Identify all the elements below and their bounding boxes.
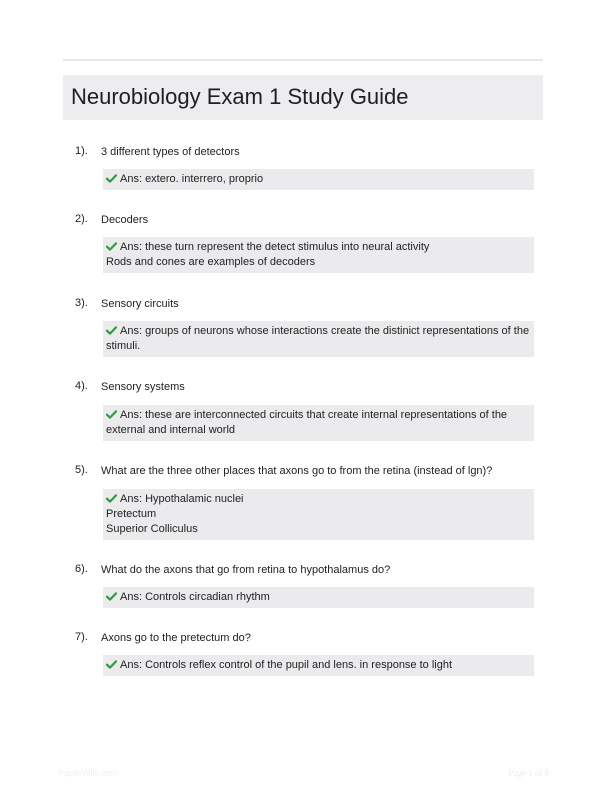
question-text: Sensory circuits — [101, 298, 179, 310]
check-icon — [106, 174, 117, 183]
top-divider — [63, 59, 543, 61]
answer-text: Ans: Hypothalamic nuclei — [120, 493, 244, 505]
answer-box — [103, 655, 534, 676]
question-number: 5). — [75, 464, 88, 476]
question-text: Decoders — [101, 214, 149, 226]
answer-text: Ans: Controls reflex control of the pupil and lens. in response to light — [120, 659, 453, 671]
answer-line — [106, 658, 530, 673]
answer-line: Superior Colliculus — [106, 523, 198, 535]
question-text: Sensory systems — [101, 381, 185, 393]
question-text: What are the three other places that axons go to from the retina (instead of lgn)? — [101, 465, 493, 477]
question-number: 3). — [75, 297, 88, 309]
answer-text: Ans: Controls circadian rhythm — [120, 591, 270, 603]
answer-box — [103, 237, 534, 273]
question-number: 7). — [75, 631, 88, 643]
check-icon — [106, 660, 117, 669]
answer-line — [106, 240, 530, 255]
question-number: 1). — [75, 145, 88, 157]
answer-box — [103, 489, 534, 540]
page-number: Page 1 of 8 — [508, 768, 549, 778]
answer-line — [106, 590, 530, 605]
answer-text: Ans: extero. interrero, proprio — [120, 173, 264, 185]
answer-box — [103, 587, 534, 608]
answer-text: Ans: groups of neurons whose interactions create the distinict representations of the stimuli. — [106, 325, 530, 352]
question-number: 6). — [75, 563, 88, 575]
answer-text: Ans: these turn represent the detect stimulus into neural activity — [120, 241, 430, 253]
answer-box — [103, 169, 534, 190]
page-title: Neurobiology Exam 1 Study Guide — [71, 84, 409, 109]
answer-line — [106, 492, 530, 507]
check-icon — [106, 494, 117, 503]
answer-line — [106, 172, 530, 187]
answer-line — [106, 324, 530, 354]
question-number: 4). — [75, 380, 88, 392]
check-icon — [106, 592, 117, 601]
answer-line — [106, 408, 530, 438]
answer-box — [103, 405, 534, 441]
answer-text: Ans: these are interconnected circuits that create internal representations of the external and internal world — [106, 409, 508, 436]
question-number: 2). — [75, 213, 88, 225]
footer-watermark: PaperWiki.com — [58, 768, 119, 778]
question-text: 3 different types of detectors — [101, 146, 240, 158]
answer-line: Pretectum — [106, 508, 157, 520]
check-icon — [106, 410, 117, 419]
question-text: What do the axons that go from retina to hypothalamus do? — [101, 564, 391, 576]
answer-line: Rods and cones are examples of decoders — [106, 256, 316, 268]
question-text: Axons go to the pretectum do? — [101, 632, 251, 644]
title-bar — [63, 75, 543, 120]
check-icon — [106, 326, 117, 335]
answer-box — [103, 321, 534, 357]
check-icon — [106, 242, 117, 251]
